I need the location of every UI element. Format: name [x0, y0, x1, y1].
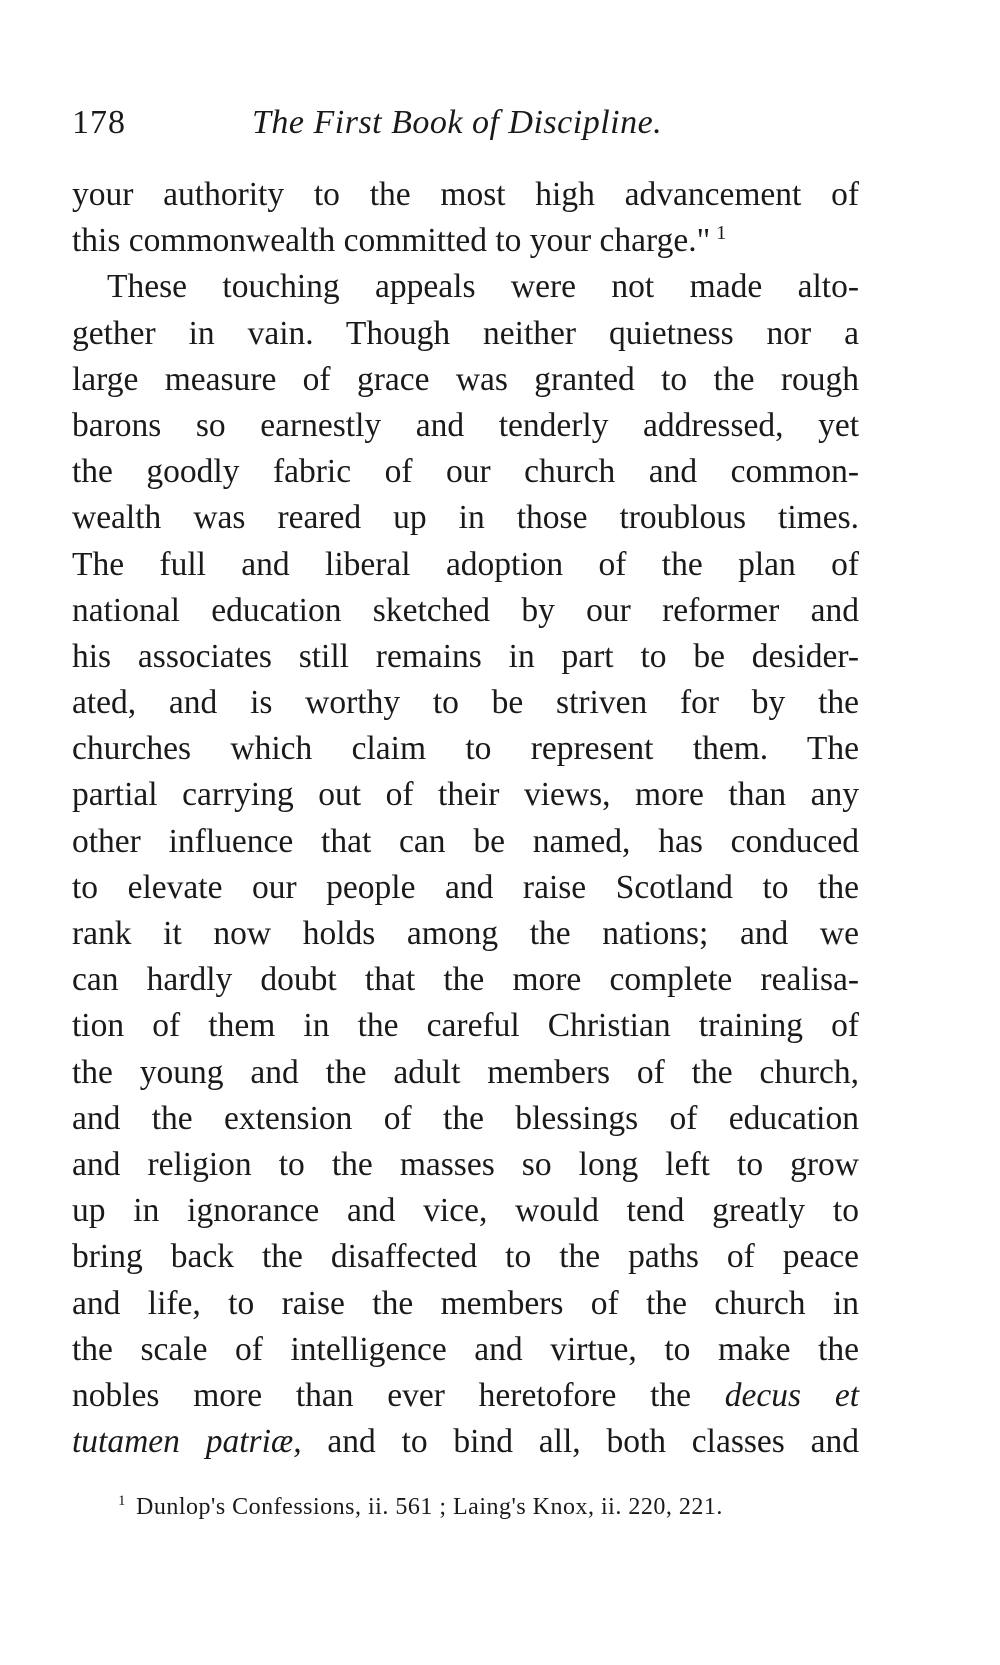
text-line — [72, 542, 859, 588]
line-text: ated, and is worthy to be striven for by the — [72, 684, 859, 722]
line-text: large measure of grace was granted to the rough — [72, 360, 859, 398]
italic-phrase: decus et — [724, 1376, 859, 1414]
line-text: partial carrying out of their views, more than any — [72, 776, 859, 814]
line-text: and religion to the masses so long left to grow — [72, 1145, 859, 1183]
text-line — [72, 172, 859, 218]
text-line — [72, 911, 859, 957]
text-line — [72, 1327, 859, 1373]
line-text: nobles more than ever heretofore the — [72, 1376, 725, 1414]
text-line — [72, 1188, 859, 1234]
text-line — [72, 1419, 859, 1465]
text-line — [72, 1373, 859, 1419]
text-line — [72, 357, 859, 403]
text-line — [72, 449, 859, 495]
line-text: churches which claim to represent them. The — [72, 730, 859, 768]
line-text: other influence that can be named, has conduced — [72, 822, 859, 860]
text-line — [72, 588, 859, 634]
text-line — [72, 1281, 859, 1327]
text-line — [72, 1050, 859, 1096]
text-line — [72, 264, 859, 310]
footnote-reference: 1 — [716, 222, 727, 245]
footnote-text: Dunlop's Confessions, ii. 561 ; Laing's Knox, ii. 220, 221. — [136, 1494, 723, 1520]
text-line — [72, 1234, 859, 1280]
text-line — [72, 1003, 859, 1049]
line-text: barons so earnestly and tenderly addressed, yet — [72, 406, 859, 444]
line-text: the goodly fabric of our church and common- — [72, 453, 859, 491]
line-text: national education sketched by our reformer and — [72, 591, 859, 629]
line-text: and to bind all, both classes and — [301, 1423, 859, 1461]
body-text — [72, 172, 859, 1465]
page-number: 178 — [72, 104, 126, 141]
text-line — [72, 218, 859, 264]
text-line — [72, 495, 859, 541]
text-line — [72, 634, 859, 680]
text-line — [72, 1096, 859, 1142]
line-text: wealth was reared up in those troublous times. — [72, 499, 859, 537]
text-line — [72, 819, 859, 865]
italic-phrase: tutamen patriæ, — [72, 1423, 302, 1461]
line-text: rank it now holds among the nations; and we — [72, 915, 859, 952]
line-text: tion of them in the careful Christian training of — [72, 1007, 859, 1045]
line-text: The full and liberal adoption of the plan of — [72, 545, 859, 583]
text-line — [72, 772, 859, 818]
text-line — [72, 957, 859, 1003]
line-text: and the extension of the blessings of education — [72, 1099, 859, 1137]
text-line — [72, 311, 859, 357]
line-text: to elevate our people and raise Scotland to the — [72, 868, 859, 906]
line-text: up in ignorance and vice, would tend greatly to — [72, 1192, 859, 1230]
text-line — [72, 1142, 859, 1188]
line-text: gether in vain. Though neither quietness nor a — [72, 314, 859, 352]
line-text: These touching appeals were not made alto- — [107, 268, 859, 306]
line-text: the scale of intelligence and virtue, to make the — [72, 1330, 859, 1368]
line-text: and life, to raise the members of the church in — [72, 1284, 859, 1322]
running-title: The First Book of Discipline. — [252, 104, 663, 141]
text-line — [72, 865, 859, 911]
line-text: bring back the disaffected to the paths of peace — [72, 1238, 859, 1276]
text-line — [72, 403, 859, 449]
footnote-marker: 1 — [118, 1493, 126, 1509]
line-text: this commonwealth committed to your charge." — [72, 222, 711, 260]
text-line — [72, 726, 859, 772]
line-text: your authority to the most high advancement of — [72, 176, 859, 213]
footnote — [118, 1490, 818, 1524]
text-line — [72, 680, 859, 726]
line-text: the young and the adult members of the church, — [72, 1053, 859, 1091]
line-text: can hardly doubt that the more complete realisa- — [72, 961, 859, 999]
line-text: his associates still remains in part to be desider- — [72, 637, 859, 675]
running-head — [72, 100, 862, 146]
